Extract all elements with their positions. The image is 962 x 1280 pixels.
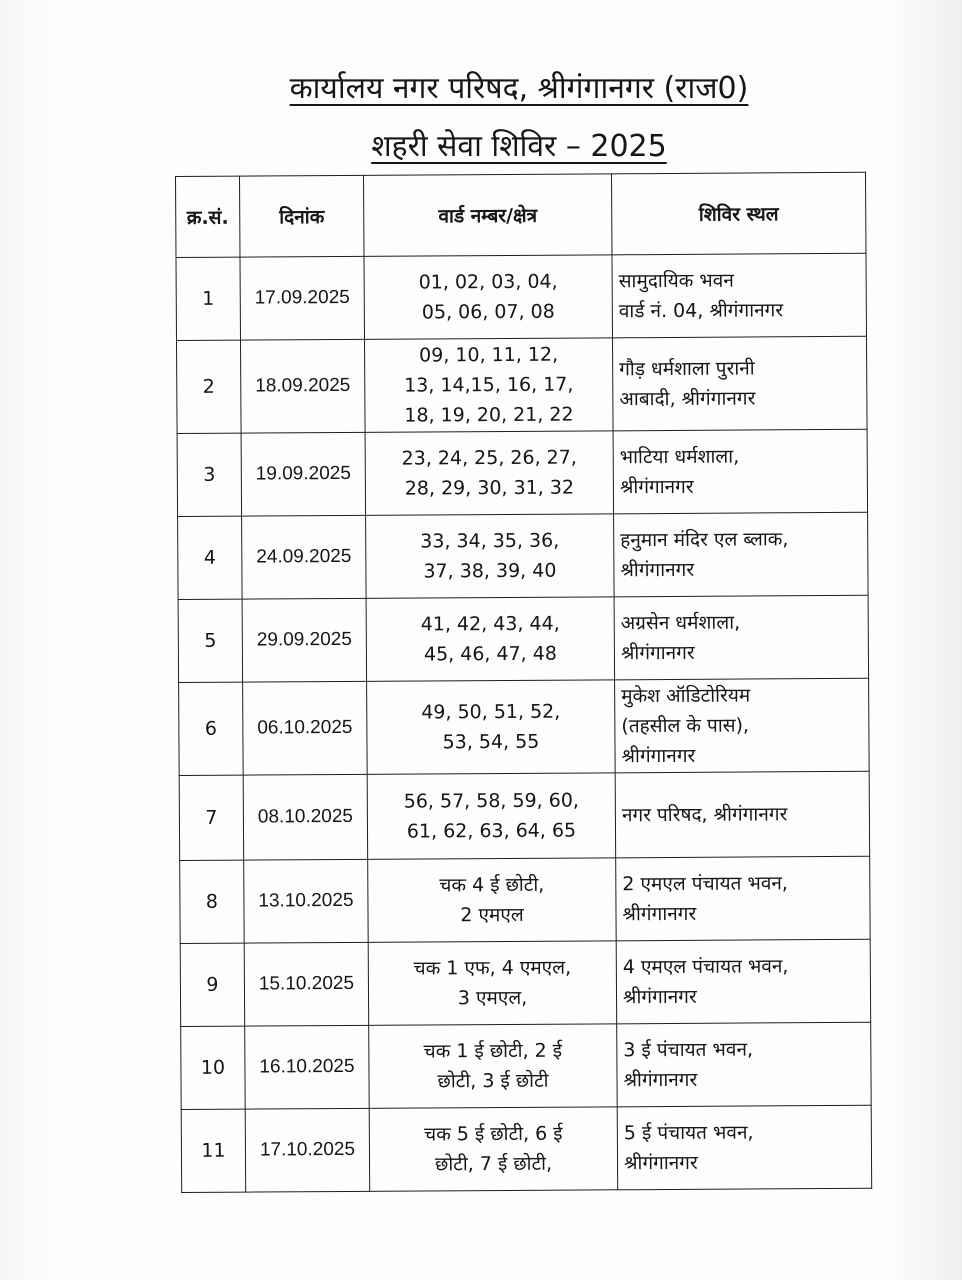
serial-cell: 10 bbox=[181, 1026, 246, 1109]
serial-cell: 3 bbox=[177, 433, 242, 516]
ward-line: छोटी, 3 ई छोटी bbox=[437, 1069, 549, 1093]
venue-line: 4 एमएल पंचायत भवन, bbox=[622, 955, 789, 979]
column-header-date: दिनांक bbox=[240, 175, 364, 257]
venue-line: 2 एमएल पंचायत भवन, bbox=[622, 872, 789, 896]
date-cell: 17.09.2025 bbox=[240, 256, 365, 340]
ward-cell bbox=[366, 514, 615, 599]
ward-line: 09, 10, 11, 12, bbox=[419, 343, 559, 367]
date-cell: 24.09.2025 bbox=[242, 515, 367, 599]
ward-cell bbox=[364, 255, 613, 340]
serial-cell: 2 bbox=[177, 340, 242, 433]
ward-line: 56, 57, 58, 59, 60, bbox=[403, 789, 580, 813]
venue-line: मुकेश ऑडिटोरियम bbox=[621, 684, 751, 708]
ward-line: 3 एमएल, bbox=[457, 986, 528, 1010]
venue-cell bbox=[615, 678, 870, 773]
venue-line: अग्रसेन धर्मशाला, bbox=[620, 611, 741, 635]
date-cell: 19.09.2025 bbox=[241, 432, 366, 516]
date-cell: 13.10.2025 bbox=[244, 859, 369, 943]
venue-line: 3 ई पंचायत भवन, bbox=[623, 1038, 754, 1062]
camp-title-text: शहरी सेवा शिविर – 2025 bbox=[371, 129, 667, 164]
ward-line: 23, 24, 25, 26, 27, bbox=[401, 446, 577, 470]
column-header-venue: शिविर स्थल bbox=[611, 172, 865, 255]
serial-cell: 4 bbox=[178, 516, 243, 599]
serial-cell: 11 bbox=[181, 1109, 246, 1192]
table-row bbox=[177, 429, 867, 516]
serial-cell: 5 bbox=[178, 599, 243, 682]
ward-cell bbox=[367, 680, 616, 775]
venue-line: 5 ई पंचायत भवन, bbox=[623, 1121, 754, 1145]
ward-line: 45, 46, 47, 48 bbox=[423, 642, 557, 666]
table-row bbox=[181, 1105, 871, 1192]
table-row bbox=[178, 512, 868, 599]
serial-cell: 6 bbox=[179, 682, 244, 775]
venue-line: गौड़ धर्मशाला पुरानी bbox=[619, 357, 755, 381]
date-cell: 17.10.2025 bbox=[245, 1108, 370, 1192]
venue-line: श्रीगंगानगर bbox=[622, 902, 697, 926]
table-row bbox=[176, 253, 866, 340]
ward-cell bbox=[365, 338, 614, 433]
venue-cell bbox=[617, 1022, 872, 1107]
table-row bbox=[179, 771, 870, 860]
table-row bbox=[179, 678, 870, 775]
ward-cell bbox=[369, 1024, 618, 1109]
venue-cell bbox=[614, 512, 869, 597]
ward-line: चक 5 ई छोटी, 6 ई bbox=[424, 1122, 563, 1146]
ward-line: 2 एमएल bbox=[460, 903, 524, 927]
date-cell: 18.09.2025 bbox=[241, 339, 366, 433]
date-cell: 06.10.2025 bbox=[243, 681, 368, 775]
ward-line: छोटी, 7 ई छोटी, bbox=[434, 1152, 553, 1176]
column-header-ward: वार्ड नम्बर/क्षेत्र bbox=[363, 174, 611, 257]
table-row bbox=[178, 595, 868, 682]
date-cell: 29.09.2025 bbox=[242, 598, 367, 682]
table-row bbox=[180, 939, 870, 1026]
ward-line: चक 4 ई छोटी, bbox=[439, 873, 545, 897]
venue-line: श्रीगंगानगर bbox=[620, 558, 695, 582]
venue-line: हनुमान मंदिर एल ब्लाक, bbox=[620, 528, 789, 552]
ward-line: चक 1 ई छोटी, 2 ई bbox=[423, 1039, 563, 1063]
ward-cell bbox=[366, 597, 615, 682]
serial-cell: 1 bbox=[176, 257, 241, 340]
ward-cell bbox=[367, 773, 616, 860]
venue-line: श्रीगंगानगर bbox=[623, 1068, 698, 1092]
ward-line: 01, 02, 03, 04, bbox=[418, 270, 558, 294]
venue-cell bbox=[616, 856, 871, 941]
venue-cell bbox=[615, 771, 870, 858]
table-header-row bbox=[176, 172, 866, 257]
office-title bbox=[38, 66, 962, 107]
ward-line: 28, 29, 30, 31, 32 bbox=[404, 476, 575, 500]
office-title-text: कार्यालय नगर परिषद, श्रीगंगानगर (राज0) bbox=[289, 71, 749, 106]
serial-cell: 7 bbox=[179, 775, 244, 860]
venue-line: श्रीगंगानगर bbox=[622, 985, 697, 1009]
venue-cell bbox=[612, 336, 867, 431]
venue-cell bbox=[612, 253, 867, 338]
ward-line: 18, 19, 20, 21, 22 bbox=[404, 403, 574, 427]
venue-cell bbox=[617, 1105, 872, 1190]
venue-line: श्रीगंगानगर bbox=[621, 744, 696, 768]
serial-cell: 9 bbox=[180, 943, 245, 1026]
ward-line: 49, 50, 51, 52, bbox=[421, 700, 561, 724]
venue-cell bbox=[613, 429, 868, 514]
table-row bbox=[180, 856, 870, 943]
ward-line: 53, 54, 55 bbox=[442, 730, 540, 754]
venue-cell bbox=[616, 939, 871, 1024]
ward-cell bbox=[365, 431, 614, 516]
ward-cell bbox=[369, 1107, 618, 1192]
date-cell: 08.10.2025 bbox=[243, 774, 368, 860]
table-row bbox=[181, 1022, 871, 1109]
venue-line: (तहसील के पास), bbox=[621, 714, 750, 738]
ward-line: 33, 34, 35, 36, bbox=[420, 529, 560, 553]
venue-cell bbox=[614, 595, 869, 680]
ward-line: 05, 06, 07, 08 bbox=[421, 300, 555, 324]
ward-line: 61, 62, 63, 64, 65 bbox=[406, 819, 577, 843]
venue-line: नगर परिषद, श्रीगंगानगर bbox=[621, 803, 788, 827]
date-cell: 16.10.2025 bbox=[245, 1025, 370, 1109]
venue-line: भाटिया धर्मशाला, bbox=[619, 445, 740, 469]
venue-line: आबादी, श्रीगंगानगर bbox=[619, 387, 756, 411]
ward-line: 37, 38, 39, 40 bbox=[423, 559, 557, 583]
date-cell: 15.10.2025 bbox=[244, 942, 369, 1026]
venue-line: वार्ड नं. 04, श्रीगंगानगर bbox=[618, 299, 784, 323]
ward-line: चक 1 एफ, 4 एमएल, bbox=[413, 956, 572, 980]
ward-line: 41, 42, 43, 44, bbox=[420, 612, 560, 636]
camp-title bbox=[38, 124, 962, 165]
ward-line: 13, 14,15, 16, 17, bbox=[404, 373, 574, 397]
table-row bbox=[177, 336, 868, 433]
venue-line: सामुदायिक भवन bbox=[618, 269, 734, 293]
camp-schedule-table bbox=[175, 172, 872, 1193]
venue-line: श्रीगंगानगर bbox=[623, 1151, 698, 1175]
ward-cell bbox=[368, 941, 617, 1026]
venue-line: श्रीगंगानगर bbox=[619, 475, 694, 499]
ward-cell bbox=[368, 858, 617, 943]
venue-line: श्रीगंगानगर bbox=[620, 641, 695, 665]
serial-cell: 8 bbox=[180, 860, 245, 943]
column-header-serial: क्र.सं. bbox=[176, 176, 240, 257]
